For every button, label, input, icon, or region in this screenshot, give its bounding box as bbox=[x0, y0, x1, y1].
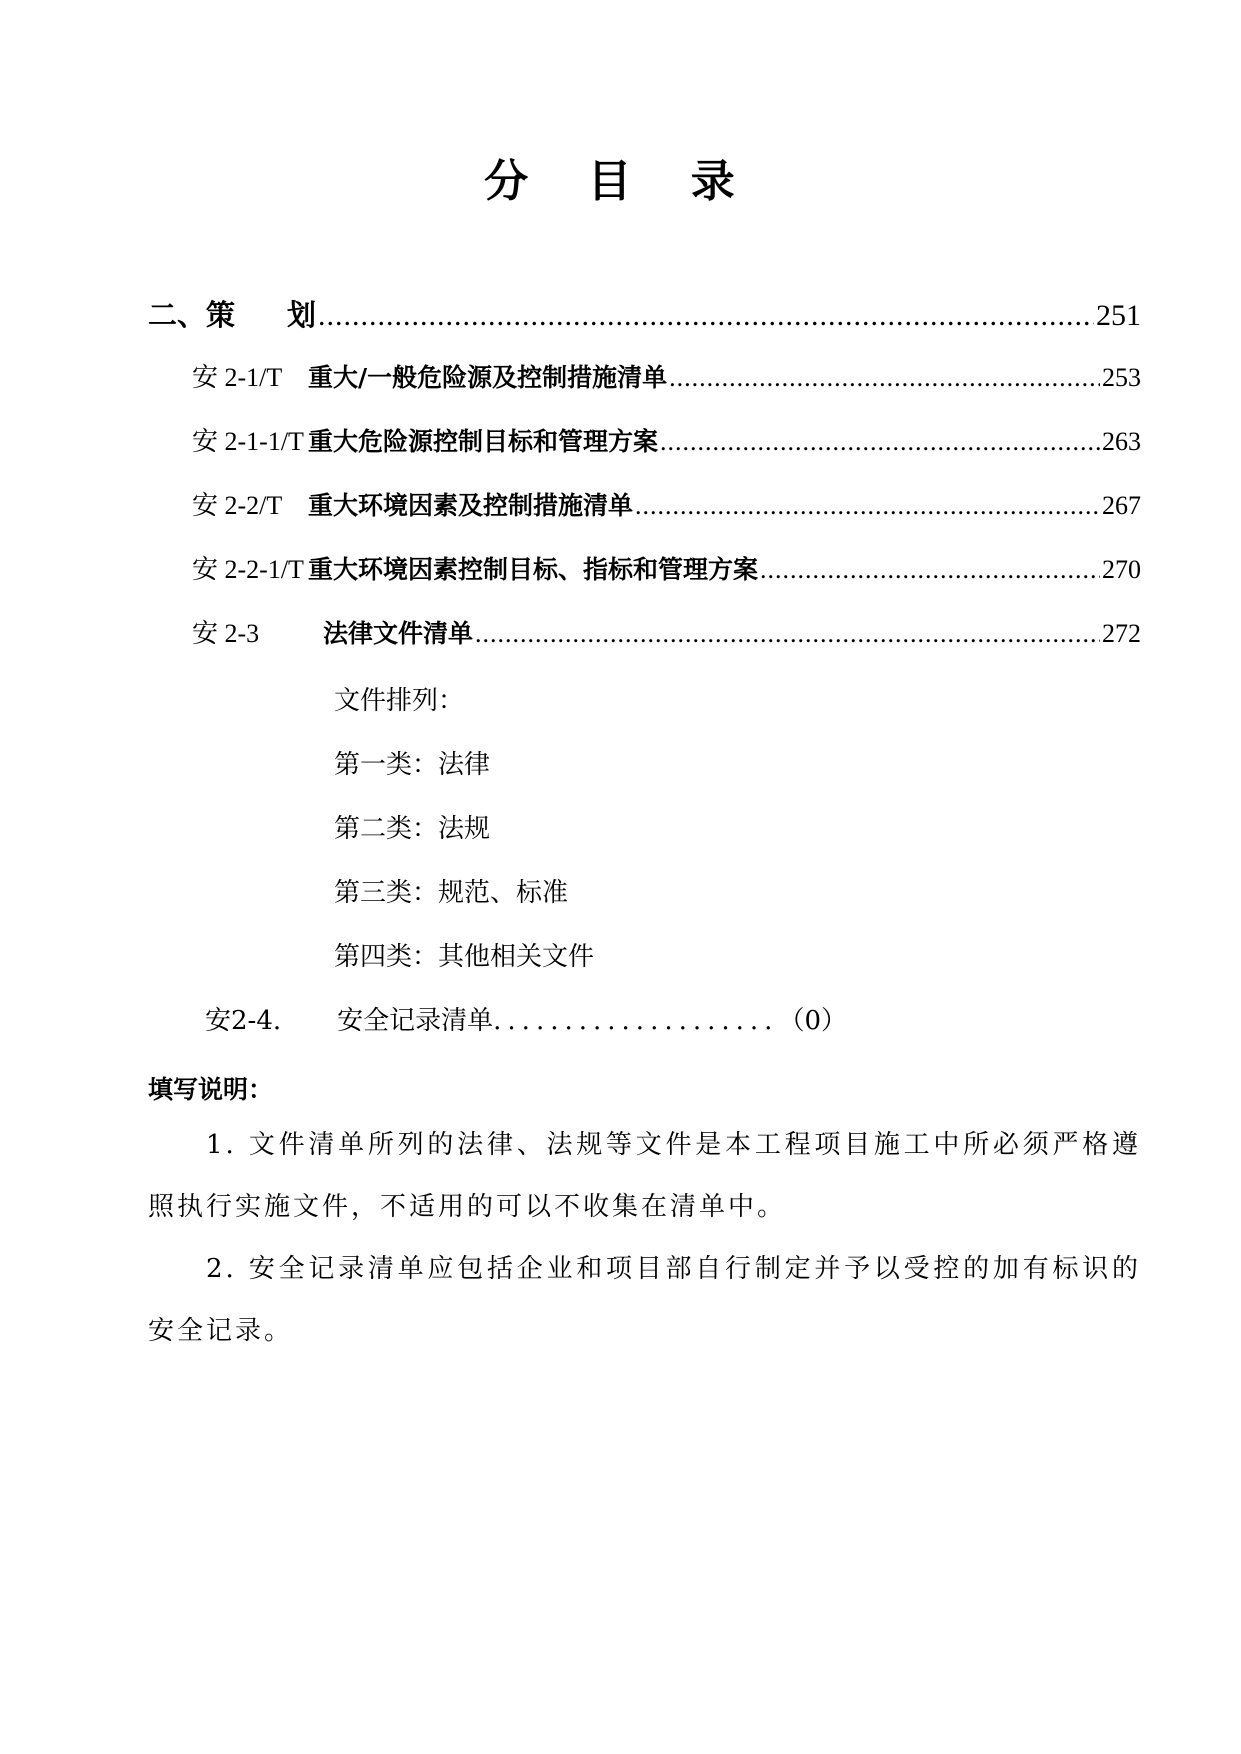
entry-page-number: 272 bbox=[1102, 619, 1141, 648]
toc-section-planning[interactable] bbox=[148, 293, 1141, 337]
category-item: 第二类：法规 bbox=[334, 814, 491, 844]
entry-page-number: 253 bbox=[1102, 363, 1141, 392]
entry-code: 安 2-1-1/T bbox=[192, 427, 304, 456]
entry-page-number: 263 bbox=[1102, 427, 1141, 456]
dot-leader bbox=[760, 555, 1100, 585]
category-item: 第三类：规范、标准 bbox=[334, 878, 569, 908]
dot-leader bbox=[318, 299, 1094, 333]
dot-leader: .................... bbox=[493, 1006, 779, 1036]
entry-title: 法律文件清单 bbox=[323, 619, 474, 648]
toc-entry[interactable] bbox=[192, 421, 1141, 461]
entry-code: 安 2-1/T bbox=[192, 363, 283, 392]
toc-entry[interactable] bbox=[192, 357, 1141, 397]
page-title: 分 目 录 bbox=[484, 156, 757, 207]
entry-title: 重大危险源控制目标和管理方案 bbox=[308, 427, 659, 456]
section-page-number: 251 bbox=[1096, 299, 1141, 332]
dot-leader bbox=[475, 619, 1100, 649]
entry-code: 安2-4. bbox=[205, 1006, 282, 1036]
notes-heading: 填写说明： bbox=[148, 1075, 274, 1104]
note-paragraph: 1. 文件清单所列的法律、法规等文件是本工程项目施工中所必须严格遵照执行实施文件，不适用的可以不收集在清单中。 bbox=[148, 1130, 1141, 1222]
entry-title: 重大环境因素及控制措施清单 bbox=[308, 491, 634, 520]
section-label: 二、策 划 bbox=[148, 298, 317, 332]
entry-code: 安 2-2-1/T bbox=[192, 555, 304, 584]
toc-entry[interactable] bbox=[192, 549, 1141, 589]
note-paragraph: 2. 安全记录清单应包括企业和项目部自行制定并予以受控的加有标识的安全记录。 bbox=[148, 1254, 1141, 1346]
entry-code: 安 2-2/T bbox=[192, 491, 283, 520]
entry-title: 重大环境因素控制目标、指标和管理方案 bbox=[308, 555, 759, 584]
dot-leader bbox=[660, 427, 1100, 457]
category-item: 第四类：其他相关文件 bbox=[334, 942, 595, 972]
entry-title: 重大/一般危险源及控制措施清单 bbox=[308, 363, 668, 392]
entry-page-number: （0） bbox=[778, 1006, 847, 1036]
entry-page-number: 270 bbox=[1102, 555, 1141, 584]
file-arrangement-heading: 文件排列： bbox=[334, 686, 465, 716]
toc-entry-safety-records[interactable] bbox=[205, 1000, 847, 1037]
toc-entry[interactable] bbox=[192, 485, 1141, 525]
toc-entry[interactable] bbox=[192, 613, 1141, 653]
category-item: 第一类：法律 bbox=[334, 750, 491, 780]
entry-code: 安 2-3 bbox=[192, 619, 260, 648]
entry-page-number: 267 bbox=[1102, 491, 1141, 520]
dot-leader bbox=[669, 363, 1100, 393]
entry-title: 安全记录清单 bbox=[337, 1006, 494, 1036]
dot-leader bbox=[635, 491, 1100, 521]
